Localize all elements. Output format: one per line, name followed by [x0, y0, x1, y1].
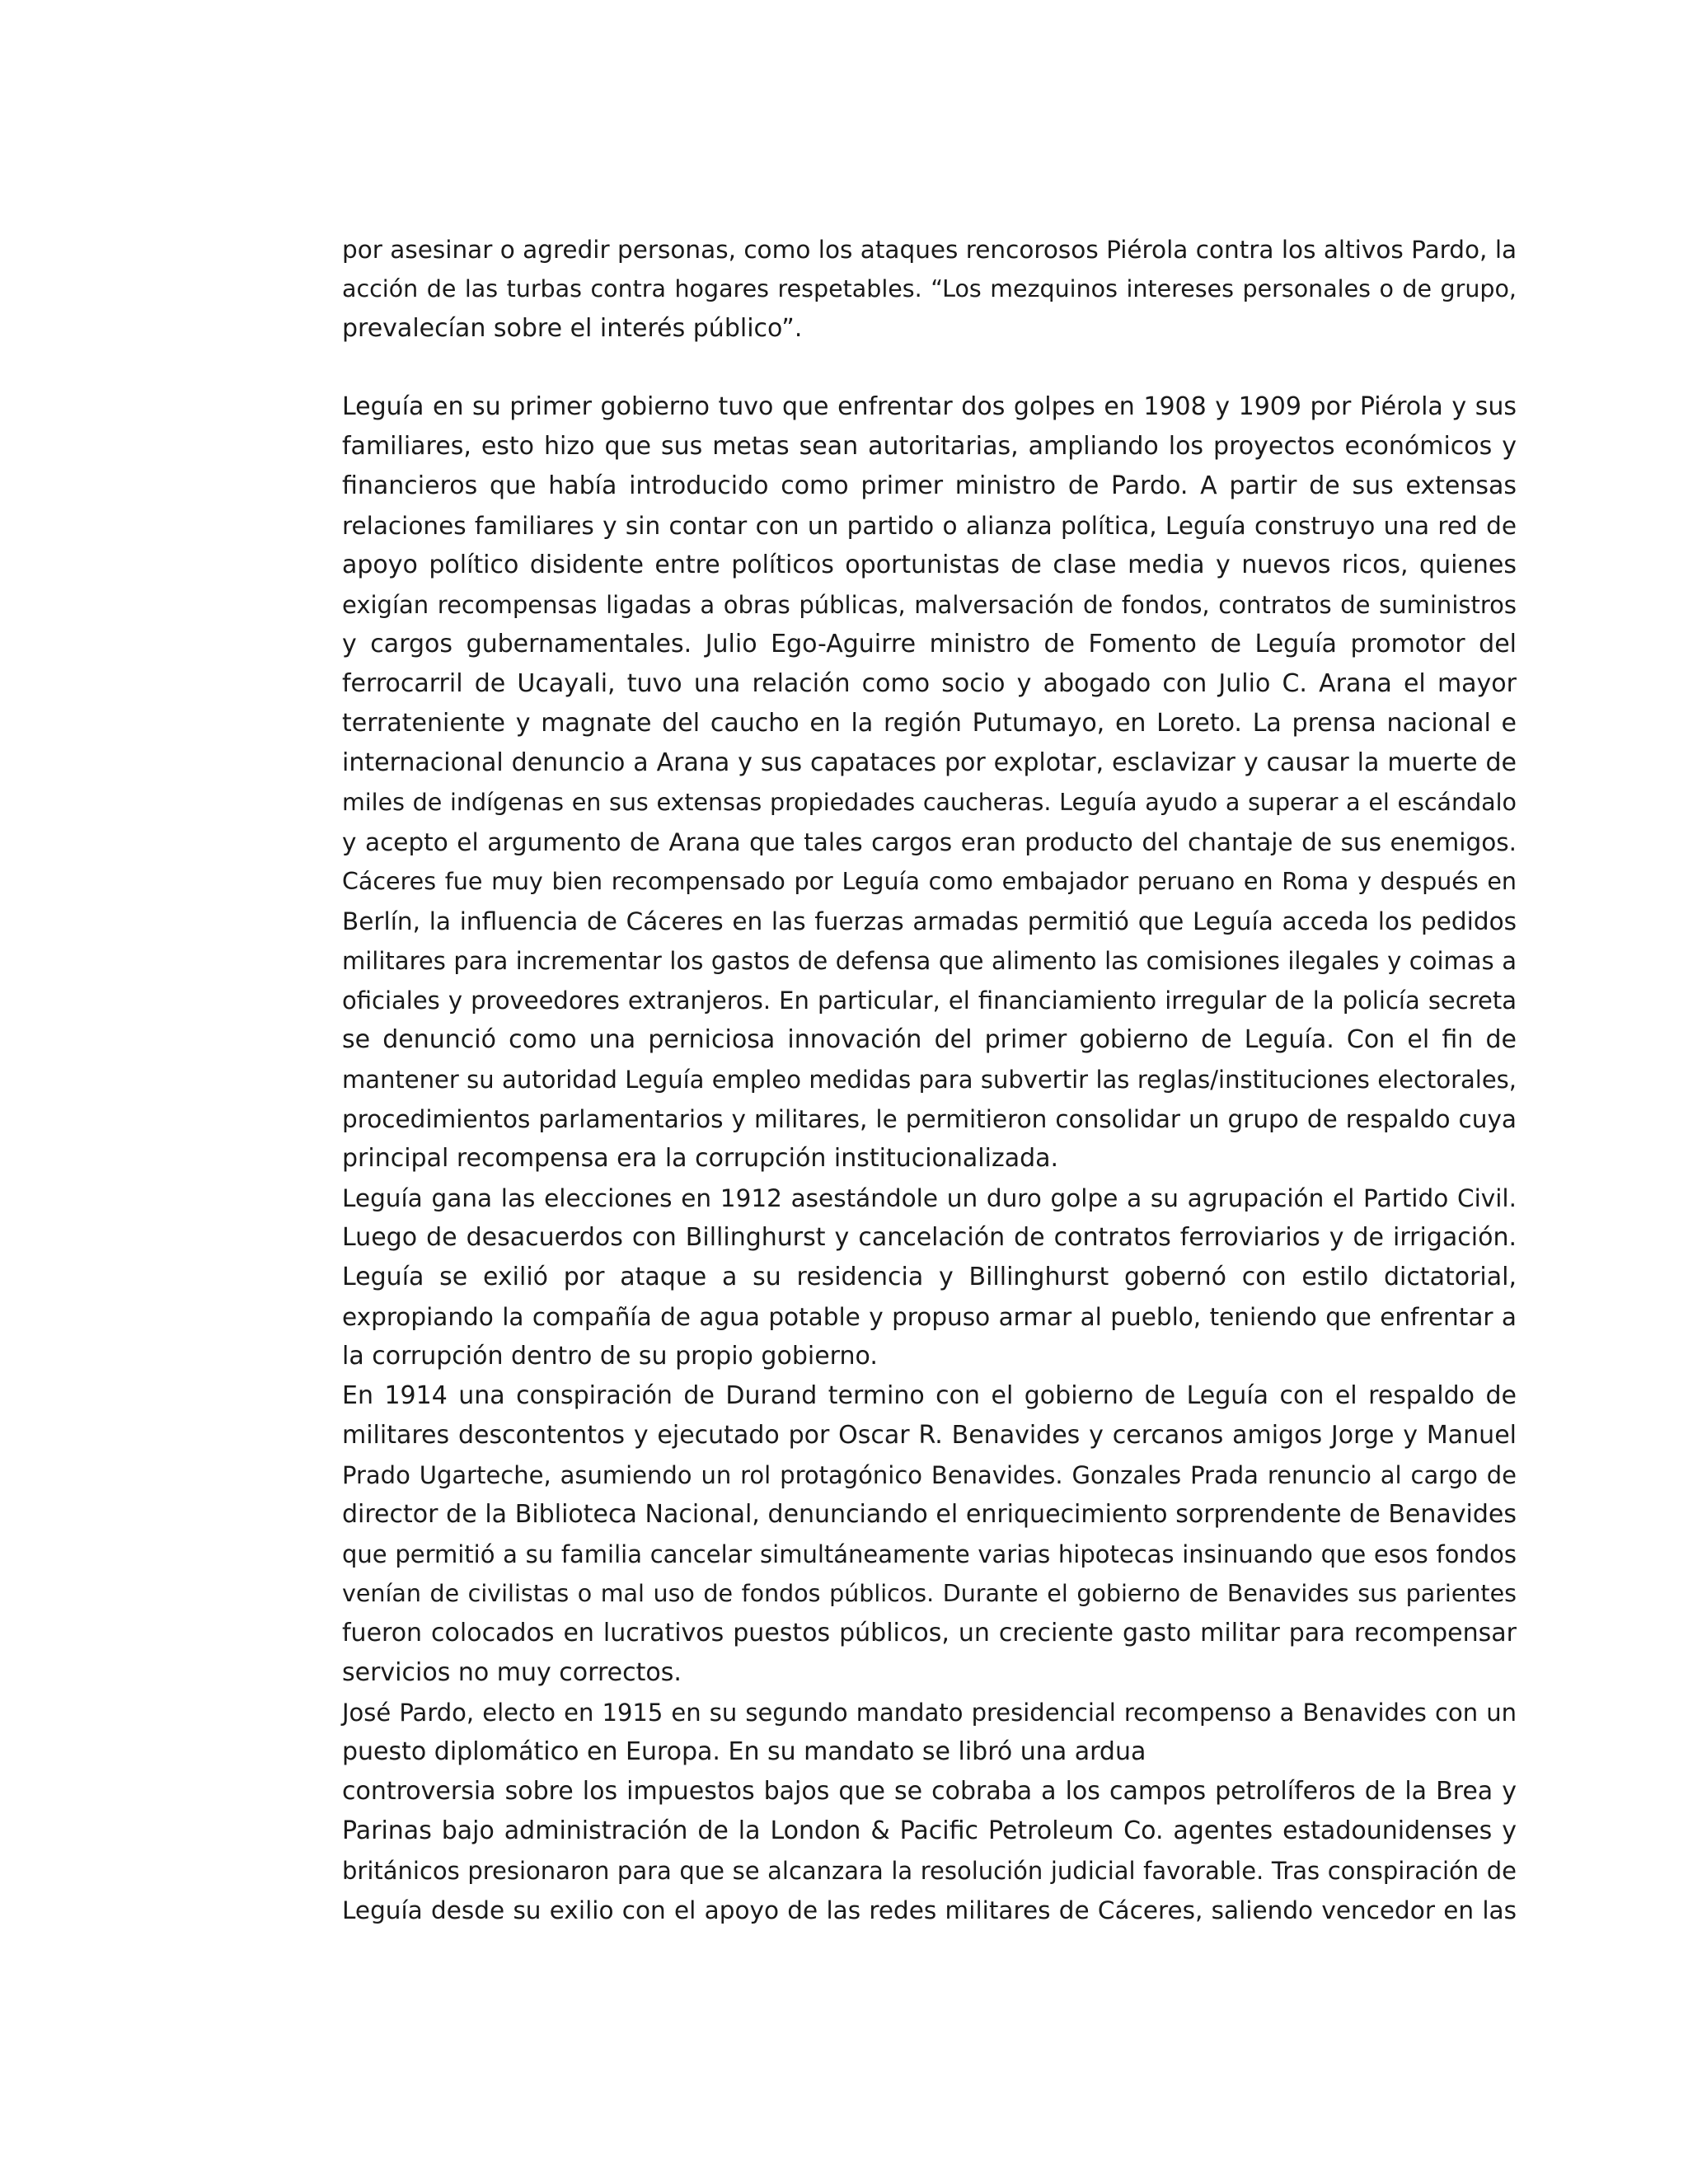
text-line: director de la Biblioteca Nacional, denunciando el enriquecimiento sorprendente de Benavides [342, 1500, 1517, 1529]
text-line: fueron colocados en lucrativos puestos públicos, un creciente gasto militar para recompensar [342, 1619, 1517, 1647]
text-line: Luego de desacuerdos con Billinghurst y cancelación de contratos ferroviarios y de irrigación. [342, 1223, 1517, 1252]
text-line: por asesinar o agredir personas, como los ataques rencorosos Piérola contra los altivos Pardo, la [342, 236, 1517, 264]
text-line: expropiando la compañía de agua potable y propuso armar al pueblo, teniendo que enfrentar a [342, 1303, 1517, 1331]
text-line: acción de las turbas contra hogares respetables. “Los mezquinos intereses personales o de grupo, [342, 275, 1517, 302]
text-line: exigían recompensas ligadas a obras públicas, malversación de fondos, contratos de suministros [342, 591, 1517, 619]
text-line: británicos presionaron para que se alcanzara la resolución judicial favorable. Tras conspiración de [342, 1857, 1517, 1885]
text-line: militares descontentos y ejecutado por Oscar R. Benavides y cercanos amigos Jorge y Manuel [342, 1421, 1517, 1450]
text-line: principal recompensa era la corrupción institucionalizada. [342, 1144, 1059, 1173]
text-line: oficiales y proveedores extranjeros. En particular, el financiamiento irregular de la policía secreta [342, 987, 1517, 1015]
text-line: José Pardo, electo en 1915 en su segundo mandato presidencial recompenso a Benavides con un [342, 1699, 1517, 1727]
text-line: miles de indígenas en sus extensas propiedades caucheras. Leguía ayudo a superar a el escándalo [342, 789, 1517, 816]
text-line: familiares, esto hizo que sus metas sean autoritarias, ampliando los proyectos económicos y [342, 432, 1517, 461]
text-line: Leguía se exilió por ataque a su residencia y Billinghurst gobernó con estilo dictatorial, [342, 1263, 1517, 1291]
text-line: militares para incrementar los gastos de defensa que alimento las comisiones ilegales y coimas a [342, 947, 1517, 975]
text-line: que permitió a su familia cancelar simultáneamente varias hipotecas insinuando que esos fondos [342, 1540, 1517, 1568]
text-line: servicios no muy correctos. [342, 1658, 682, 1687]
text-line: se denunció como una perniciosa innovación del primer gobierno de Leguía. Con el fin de [342, 1025, 1517, 1054]
text-line: Berlín, la influencia de Cáceres en las fuerzas armadas permitió que Leguía acceda los pedidos [342, 907, 1517, 935]
text-line: mantener su autoridad Leguía empleo medidas para subvertir las reglas/instituciones electorales, [342, 1066, 1517, 1094]
text-line: Leguía desde su exilio con el apoyo de las redes militares de Cáceres, saliendo vencedor en las [342, 1896, 1517, 1924]
text-line: financieros que había introducido como primer ministro de Pardo. A partir de sus extensas [342, 471, 1517, 500]
text-line: venían de civilistas o mal uso de fondos públicos. Durante el gobierno de Benavides sus parientes [342, 1580, 1517, 1607]
text-line: relaciones familiares y sin contar con un partido o alianza política, Leguía construyo una red de [342, 512, 1517, 540]
text-line: prevalecían sobre el interés público”. [342, 314, 803, 343]
text-line: y cargos gubernamentales. Julio Ego-Aguirre ministro de Fomento de Leguía promotor del [342, 630, 1517, 658]
text-line: procedimientos parlamentarios y militares, le permitieron consolidar un grupo de respaldo cuya [342, 1105, 1517, 1133]
text-line: puesto diplomático en Europa. En su mandato se libró una ardua [342, 1737, 1146, 1766]
text-line: Cáceres fue muy bien recompensado por Leguía como embajador peruano en Roma y después en [342, 868, 1517, 895]
text-line: controversia sobre los impuestos bajos que se cobraba a los campos petrolíferos de la Brea y [342, 1777, 1517, 1806]
text-line: Leguía gana las elecciones en 1912 asestándole un duro golpe a su agrupación el Partido Civil. [342, 1184, 1517, 1212]
text-line: internacional denuncio a Arana y sus capataces por explotar, esclavizar y causar la muerte de [342, 748, 1517, 777]
text-line: Prado Ugarteche, asumiendo un rol protagónico Benavides. Gonzales Prada renuncio al cargo de [342, 1461, 1517, 1489]
text-line: Leguía en su primer gobierno tuvo que enfrentar dos golpes en 1908 y 1909 por Piérola y sus [342, 392, 1517, 421]
text-line: ferrocarril de Ucayali, tuvo una relación como socio y abogado con Julio C. Arana el mayor [342, 669, 1517, 698]
text-line: y acepto el argumento de Arana que tales cargos eran producto del chantaje de sus enemigos. [342, 828, 1517, 856]
text-line: Parinas bajo administración de la London & Pacific Petroleum Co. agentes estadounidenses y [342, 1816, 1517, 1845]
text-line: la corrupción dentro de su propio gobierno. [342, 1342, 878, 1371]
text-line: apoyo político disidente entre políticos oportunistas de clase media y nuevos ricos, quienes [342, 551, 1517, 579]
text-line: En 1914 una conspiración de Durand termino con el gobierno de Leguía con el respaldo de [342, 1381, 1517, 1410]
text-line: terrateniente y magnate del caucho en la región Putumayo, en Loreto. La prensa nacional e [342, 709, 1517, 738]
